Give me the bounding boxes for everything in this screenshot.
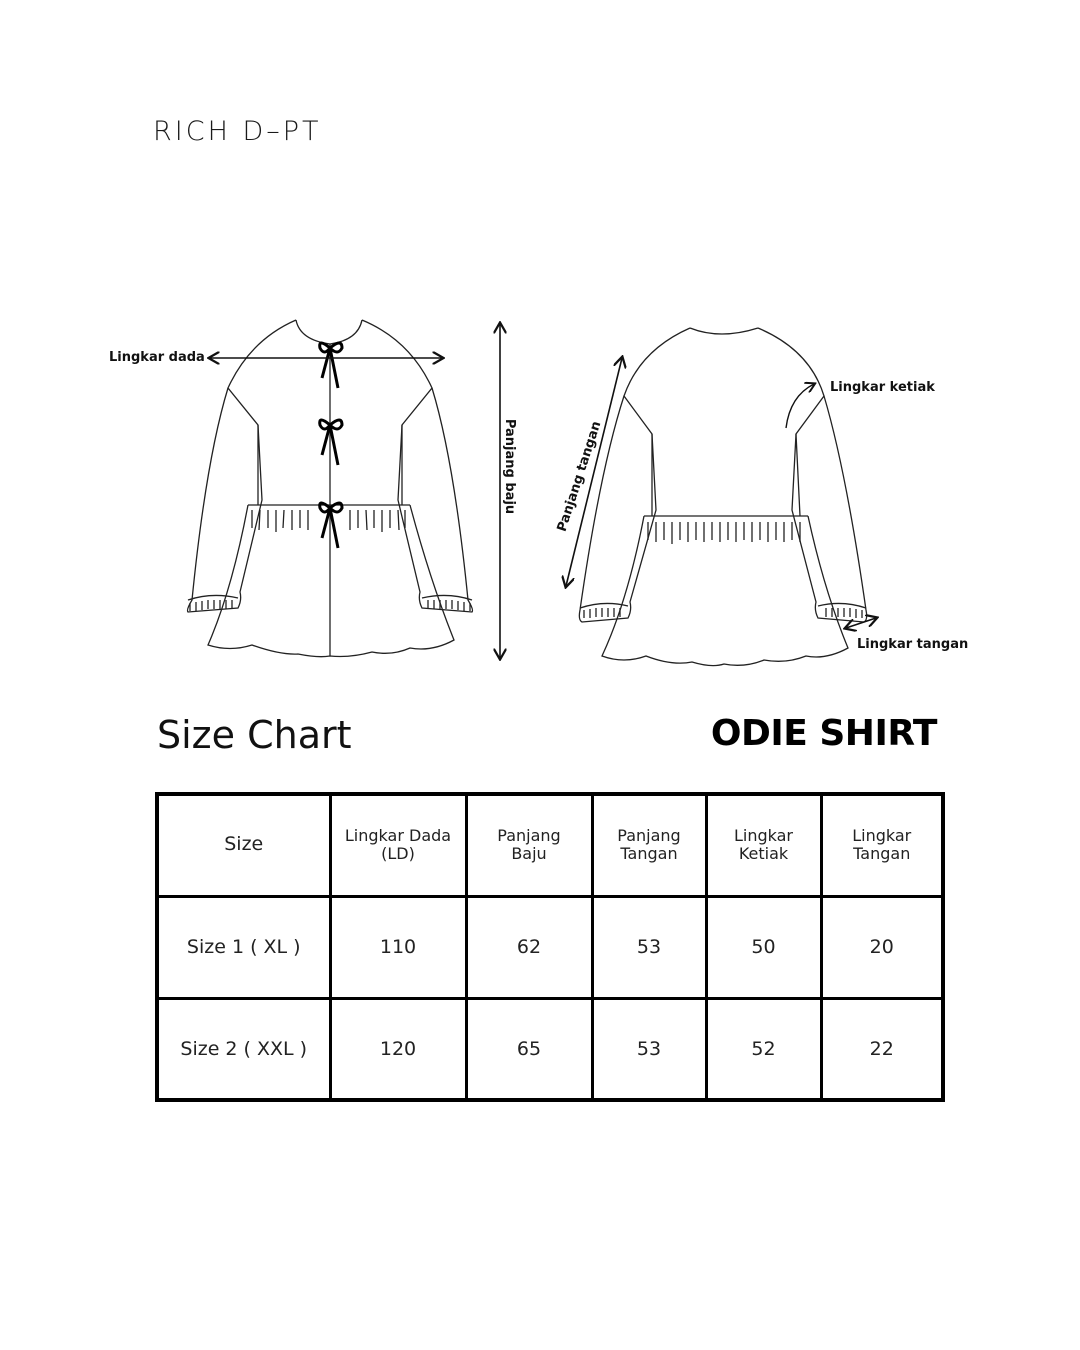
header-lingkar-ketiak: Lingkar Ketiak <box>706 794 821 896</box>
header-panjang-baju: Panjang Baju <box>466 794 592 896</box>
front-shirt-drawing <box>188 320 473 657</box>
garment-illustration <box>0 300 1080 690</box>
label-panjang-tangan: Panjang tangan <box>554 419 605 534</box>
size-chart-title: Size Chart <box>157 713 352 757</box>
back-shirt-drawing <box>579 328 866 666</box>
lingkar-ketiak-arrow <box>786 384 814 428</box>
size-table <box>155 792 945 1102</box>
lingkar-tangan-arrow <box>846 618 876 628</box>
cell-lingkar-tangan: 22 <box>821 998 943 1100</box>
header-panjang-tangan: Panjang Tangan <box>592 794 706 896</box>
brand-logo: RICH D–PT <box>153 116 322 147</box>
table-header-row <box>157 794 943 896</box>
cell-lingkar-tangan: 20 <box>821 896 943 998</box>
header-lingkar-tangan: Lingkar Tangan <box>821 794 943 896</box>
cell-lingkar-dada: 120 <box>330 998 466 1100</box>
cell-lingkar-ketiak: 52 <box>706 998 821 1100</box>
cell-panjang-tangan: 53 <box>592 896 706 998</box>
cell-size: Size 2 ( XXL ) <box>157 998 330 1100</box>
cell-lingkar-ketiak: 50 <box>706 896 821 998</box>
cell-size: Size 1 ( XL ) <box>157 896 330 998</box>
header-size: Size <box>157 794 330 896</box>
cell-lingkar-dada: 110 <box>330 896 466 998</box>
label-panjang-baju: Panjang baju <box>502 418 518 515</box>
label-lingkar-dada: Lingkar dada <box>109 350 205 365</box>
label-lingkar-tangan: Lingkar tangan <box>857 637 969 652</box>
table-row <box>157 896 943 998</box>
label-lingkar-ketiak: Lingkar ketiak <box>830 380 935 395</box>
cell-panjang-baju: 65 <box>466 998 592 1100</box>
cell-panjang-baju: 62 <box>466 896 592 998</box>
header-lingkar-dada: Lingkar Dada (LD) <box>330 794 466 896</box>
product-name: ODIE SHIRT <box>710 713 937 754</box>
cell-panjang-tangan: 53 <box>592 998 706 1100</box>
table-row <box>157 998 943 1100</box>
